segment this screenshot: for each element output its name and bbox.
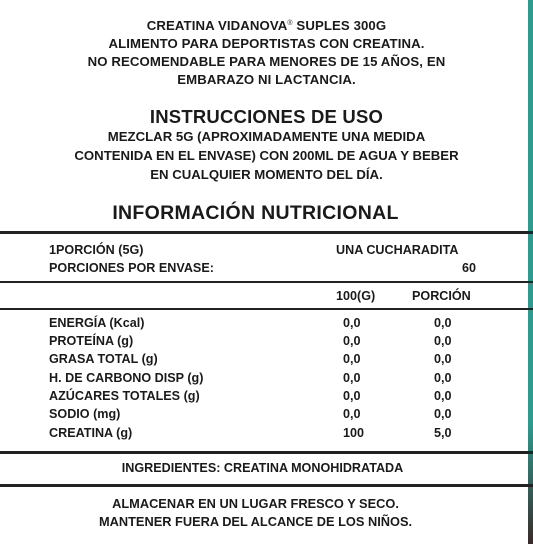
warning-line-1: NO RECOMENDABLE PARA MENORES DE 15 AÑOS, EN	[87, 54, 446, 69]
instructions-title: INSTRUCCIONES DE USO	[149, 106, 384, 127]
nutrient-portion: 0,0	[434, 389, 452, 403]
nutrient-per100: 0,0	[343, 389, 361, 403]
product-name: CREATINA VIDANOVA	[146, 18, 288, 33]
nutrient-name: H. DE CARBONO DISP (g)	[49, 371, 204, 385]
instructions-body	[0, 127, 533, 184]
nutrient-per100: 0,0	[343, 352, 361, 366]
storage-line-2: MANTENER FUERA DEL ALCANCE DE LOS NIÑOS.	[98, 514, 413, 529]
storage-instructions	[0, 495, 522, 531]
instructions-line-1: MEZCLAR 5G (APROXIMADAMENTE UNA MEDIDA	[107, 129, 426, 144]
product-name-line	[0, 15, 533, 35]
nutrient-name: CREATINA (g)	[49, 426, 133, 440]
serving-size-value: UNA CUCHARADITA	[336, 243, 459, 257]
registered-mark: ®	[287, 20, 293, 27]
nutrient-per100: 0,0	[343, 407, 361, 421]
servings-per-container-value: 60	[462, 261, 477, 275]
header-divider	[0, 308, 533, 310]
ingredients-divider	[0, 484, 533, 487]
storage-line-1: ALMACENAR EN UN LUGAR FRESCO Y SECO.	[112, 496, 399, 511]
product-description: ALIMENTO PARA DEPORTISTAS CON CREATINA.	[108, 36, 425, 51]
product-header	[0, 15, 533, 89]
nutrient-name: SODIO (mg)	[49, 407, 121, 421]
nutrient-portion: 0,0	[434, 316, 452, 330]
nutrient-name: GRASA TOTAL (g)	[49, 352, 158, 366]
nutrient-name: PROTEÍNA (g)	[49, 334, 134, 348]
nutrient-name: AZÚCARES TOTALES (g)	[49, 389, 200, 403]
servings-per-container-label: PORCIONES POR ENVASE:	[49, 261, 214, 275]
column-header-100g: 100(G)	[336, 289, 376, 303]
instructions-line-3: EN CUALQUIER MOMENTO DEL DÍA.	[150, 167, 383, 182]
table-bottom-rule	[0, 451, 533, 454]
nutrient-portion: 5,0	[434, 426, 452, 440]
nutrient-per100: 100	[343, 426, 365, 440]
nutrition-title: INFORMACIÓN NUTRICIONAL	[112, 202, 399, 224]
ingredients-statement: INGREDIENTES: CREATINA MONOHIDRATADA	[121, 461, 404, 475]
table-top-rule	[0, 231, 533, 234]
nutrient-name: ENERGÍA (Kcal)	[49, 316, 145, 330]
column-header-portion: PORCIÓN	[412, 289, 471, 303]
nutrient-portion: 0,0	[434, 334, 452, 348]
nutrient-portion: 0,0	[434, 407, 452, 421]
serving-size-label: 1PORCIÓN (5G)	[49, 243, 144, 257]
nutrient-per100: 0,0	[343, 316, 361, 330]
nutrient-portion: 0,0	[434, 352, 452, 366]
warning-line-2: EMBARAZO NI LACTANCIA.	[177, 72, 356, 87]
serving-divider	[0, 281, 533, 283]
instructions-line-2: CONTENIDA EN EL ENVASE) CON 200ML DE AGUA Y BEBER	[74, 148, 459, 163]
nutrient-per100: 0,0	[343, 334, 361, 348]
nutrient-portion: 0,0	[434, 371, 452, 385]
nutrient-per100: 0,0	[343, 371, 361, 385]
product-size: SUPLES 300G	[292, 18, 387, 33]
